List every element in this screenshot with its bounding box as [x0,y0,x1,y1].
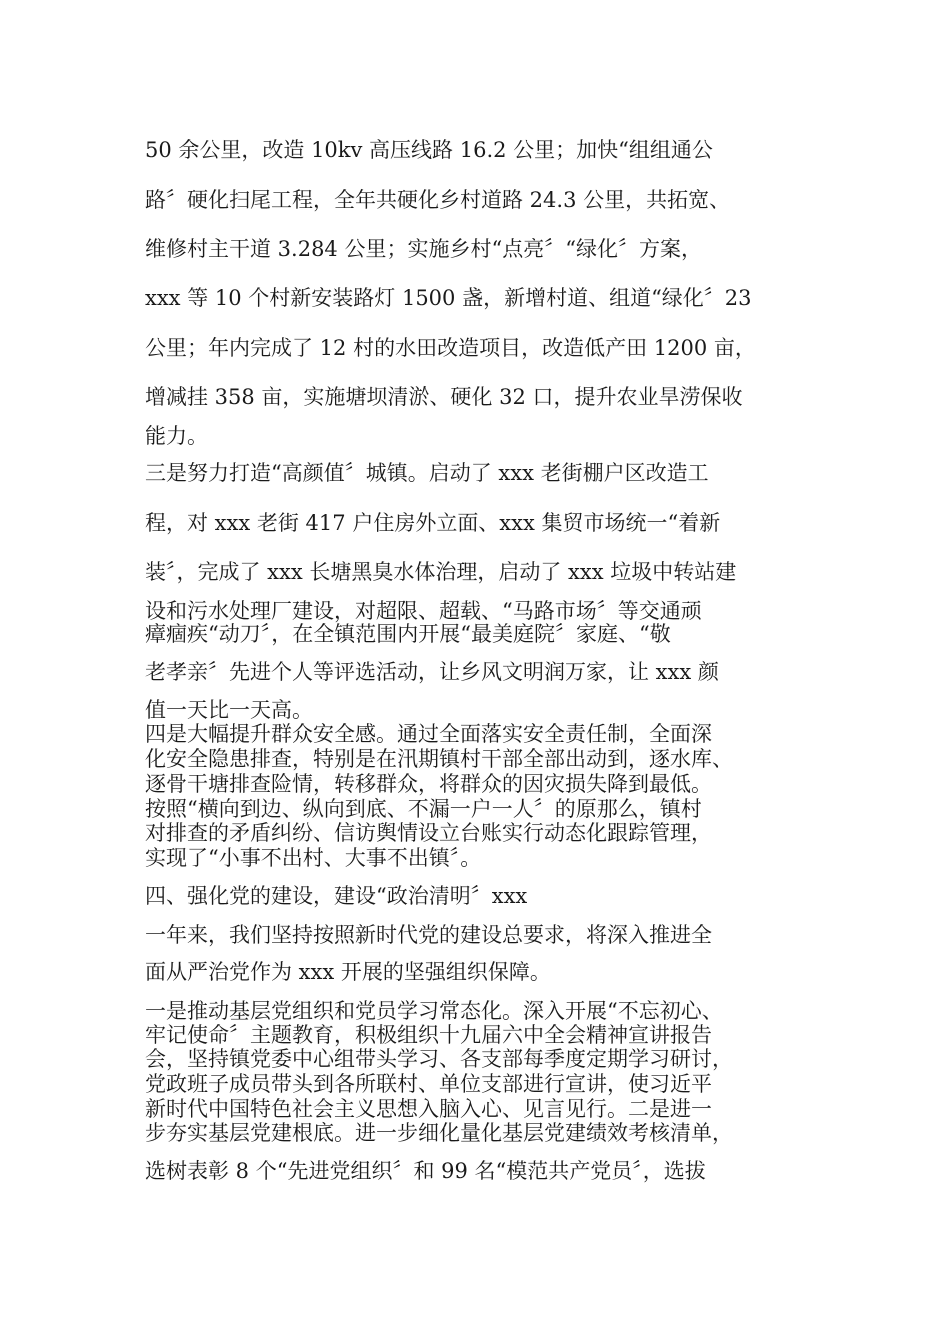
text-line: 能力。 [145,424,208,448]
text-line: 老孝亲〞先进个人等评选活动，让乡风文明润万家，让 xxx 颜 [145,660,719,684]
text-line: 程，对 xxx 老街 417 户住房外立面、xxx 集贸市场统一“着新 [145,511,721,535]
text-line: 实现了“小事不出村、大事不出镇〞。 [145,846,482,870]
text-line: 会，坚持镇党委中心组带头学习、各支部每季度定期学习研讨， [145,1047,733,1071]
paragraph-start: 三是努力打造“高颜值〞城镇。启动了 xxx 老街棚户区改造工 [145,461,709,485]
paragraph-start: 一年来，我们坚持按照新时代党的建设总要求，将深入推进全 [145,923,712,947]
text-line: 牢记使命〞主题教育，积极组织十九届六中全会精神宣讲报告 [145,1023,712,1047]
text-line: 维修村主干道 3.284 公里；实施乡村“点亮〞“绿化〞方案， [145,237,702,261]
section-heading: 四、强化党的建设，建设“政治清明〞xxx [145,884,528,908]
text-line: 步夯实基层党建根底。进一步细化量化基层党建绩效考核清单， [145,1121,733,1145]
text-line: xxx 等 10 个村新安装路灯 1500 盏，新增村道、组道“绿化〞23 [145,286,752,310]
paragraph-start: 一是推动基层党组织和党员学习常态化。深入开展“不忘初心、 [145,999,723,1023]
text-line: 公里；年内完成了 12 村的水田改造项目，改造低产田 1200 亩， [145,336,756,360]
text-line: 面从严治党作为 xxx 开展的坚强组织保障。 [145,960,551,984]
text-line: 装〞，完成了 xxx 长塘黑臭水体治理，启动了 xxx 垃圾中转站建 [145,560,737,584]
text-line: 值一天比一天高。 [145,698,313,722]
text-line: 瘴痼疾“动刀〞，在全镇范围内开展“最美庭院〞家庭、“敬 [145,622,671,646]
text-line: 路〞硬化扫尾工程，全年共硬化乡村道路 24.3 公里，共拓宽、 [145,188,731,212]
text-line: 按照“横向到边、纵向到底、不漏一户一人〞的原那么，镇村 [145,797,702,821]
text-line: 增减挂 358 亩，实施塘坝清淤、硬化 32 口，提升农业旱涝保收 [145,385,743,409]
text-line: 化安全隐患排查，特别是在汛期镇村干部全部出动到，逐水库、 [145,747,733,771]
text-line: 选树表彰 8 个“先进党组织〞和 99 名“模范共产党员〞，选拔 [145,1159,706,1183]
text-line: 对排查的矛盾纠纷、信访舆情设立台账实行动态化跟踪管理， [145,821,712,845]
text-line: 新时代中国特色社会主义思想入脑入心、见言见行。二是进一 [145,1097,712,1121]
paragraph-start: 四是大幅提升群众安全感。通过全面落实安全责任制，全面深 [145,722,712,746]
text-line: 逐骨干塘排查险情，转移群众，将群众的因灾损失降到最低。 [145,772,712,796]
text-line: 设和污水处理厂建设，对超限、超载、“马路市场〞等交通顽 [145,599,702,623]
text-line: 50 余公里，改造 10kv 高压线路 16.2 公里；加快“组组通公 [145,138,713,162]
text-line: 党政班子成员带头到各所联村、单位支部进行宣讲，使习近平 [145,1072,712,1096]
